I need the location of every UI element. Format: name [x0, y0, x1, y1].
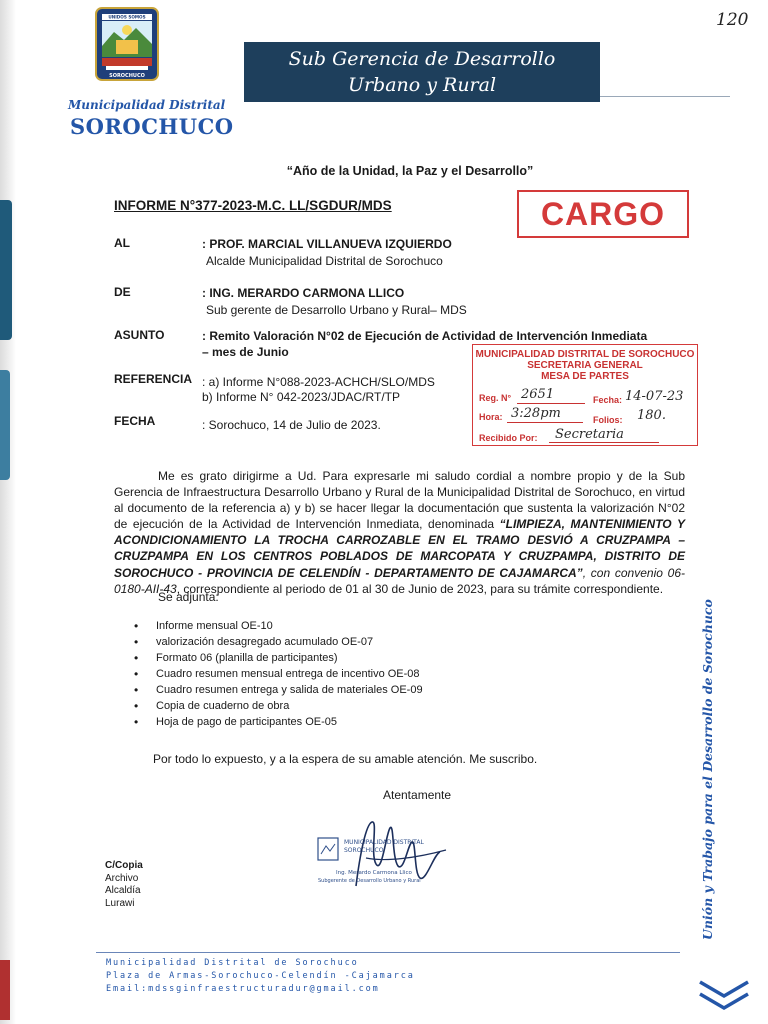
subject-line-1: : Remito Valoración N°02 de Ejecución de Actividad de Intervención Inmediata [202, 329, 648, 343]
stamp-underline [517, 403, 585, 404]
copy-list [105, 860, 143, 910]
chevron-down-icon [696, 978, 752, 1012]
body-text-period: , correspondiente al periodo de 01 al 30 de Junio de 2023, para su trámite correspondiente. [176, 581, 664, 596]
closing-sentence: Por todo lo expuesto, y a la espera de su amable atención. Me suscribo. [153, 752, 538, 766]
vertical-tagline: Unión y Trabajo para el Desarrollo de Sorochuco [700, 599, 715, 940]
from-name: : ING. MERARDO CARMONA LLICO [202, 286, 405, 300]
list-item: • valorización desagregado acumulado OE-07 [134, 634, 423, 650]
copy-recipient: Alcaldía [105, 885, 141, 896]
seal-line-2: SOROCHUCO [344, 847, 384, 854]
subject-line-2: – mes de Junio [202, 345, 289, 359]
attachments-list [134, 618, 423, 730]
handwritten-page-number: 120 [716, 10, 749, 30]
stamp-pages-value: 180. [637, 408, 666, 423]
stamp-reg-label: Reg. N° [479, 393, 512, 403]
copy-recipient: Lurawi [105, 897, 135, 909]
stamp-underline [549, 442, 659, 443]
date-label: FECHA [114, 414, 156, 428]
municipality-name: SOROCHUCO [70, 114, 234, 139]
list-item: • Hoja de pago de participantes OE-05 [134, 714, 423, 730]
municipality-label: Municipalidad Distrital [68, 98, 226, 112]
stamp-line-2: SECRETARIA GENERAL [527, 360, 643, 371]
stamp-pages-label: Folios: [593, 415, 623, 425]
year-motto: “Año de la Unidad, la Paz y el Desarrollo” [286, 164, 534, 178]
reference-label: REFERENCIA [114, 372, 193, 386]
attachments-intro: Se adjunta: [158, 590, 219, 604]
scan-edge-tab [0, 370, 10, 480]
footer-address: Plaza de Armas-Sorochuco-Celendín -Cajamarca [106, 971, 415, 981]
body-text-intro: Me es grato dirigirme a Ud. Para expresarle mi saludo cordial a nombre propio y de la Sub Gerencia de Infraestructura Desarrollo Urbano y Rural de la Municipalidad Distrital de Sorochuco, en virtud al documento de la referencia a) y b) se hacer llegar la documentación que sustenta la valorización N°02 de ejecución de la Actividad de Intervención Inmediata, denominada [114, 469, 685, 532]
reference-b: b) Informe N° 042-2023/JDAC/RT/TP [202, 390, 400, 404]
scan-edge-tab [0, 960, 10, 1020]
project-name: “LIMPIEZA, MANTENIMIENTO Y ACONDICIONAMIENTO LA TROCHA CARROZABLE EN EL TRAMO DESVIÓ A CRUZPAMPA – CRUZPAMPA EN LOS CENTROS POBLADOS DE MARCOPATA Y CRUZPAMPA, DISTRITO DE SOROCHUCO - PROVINCIA DE CELENDÍN - DEPARTAMENTO DE CAJAMARCA” [114, 517, 685, 580]
reception-stamp [472, 344, 698, 446]
stamp-date-value: 14-07-23 [625, 389, 684, 404]
stamp-underline [507, 422, 583, 423]
reference-a: : a) Informe N°088-2023-ACHCH/SLO/MDS [202, 375, 435, 389]
footer-email: Email:mdssginfraestructuradur@gmail.com [106, 984, 380, 994]
stamp-time-value: 3:28pm [511, 406, 561, 421]
footer-rule [96, 952, 680, 953]
cargo-stamp: CARGO [517, 190, 689, 238]
stamp-time-label: Hora: [479, 412, 503, 422]
body-paragraph [114, 468, 685, 597]
scan-edge-tab [0, 200, 12, 340]
banner-line-1: Sub Gerencia de Desarrollo [288, 48, 556, 70]
to-label: AL [114, 236, 130, 250]
stamp-line-1: MUNICIPALIDAD DISTRITAL DE SOROCHUCO [475, 349, 695, 360]
list-item: • Copia de cuaderno de obra [134, 698, 423, 714]
list-item: • Cuadro resumen entrega y salida de materiales OE-09 [134, 682, 423, 698]
seal-text-bottom: SOROCHUCO [109, 73, 145, 79]
to-title: Alcalde Municipalidad Distrital de Sorochuco [206, 254, 443, 268]
from-label: DE [114, 285, 131, 299]
regards: Atentamente [383, 788, 452, 802]
agreement-number: , con convenio 06-0180-AII-43 [114, 565, 685, 596]
seal-line-1: MUNICIPALIDAD DISTRITAL [344, 839, 424, 846]
signer-title: Subgerente de Desarrollo Urbano y Rural [318, 878, 421, 884]
stamp-line-3: MESA DE PARTES [541, 371, 629, 382]
copy-list-title: C/Copia [105, 860, 143, 871]
to-name: : PROF. MARCIAL VILLANUEVA IZQUIERDO [202, 237, 452, 251]
list-item: • Formato 06 (planilla de participantes) [134, 650, 423, 666]
list-item: • Cuadro resumen mensual entrega de incentivo OE-08 [134, 666, 423, 682]
signer-name: Ing. Merardo Carmona Llico [336, 870, 412, 876]
department-banner [244, 42, 600, 102]
stamp-received-label: Recibido Por: [479, 433, 538, 443]
list-item: • Informe mensual OE-10 [134, 618, 423, 634]
date-value: : Sorochuco, 14 de Julio de 2023. [202, 418, 381, 432]
stamp-received-value: Secretaria [555, 427, 624, 442]
report-number: INFORME N°377-2023-M.C. LL/SGDUR/MDS [114, 198, 392, 213]
scan-binding-edge [0, 0, 16, 1024]
from-title: Sub gerente de Desarrollo Urbano y Rural– MDS [206, 303, 467, 317]
stamp-reg-value: 2651 [521, 387, 555, 402]
footer-municipality: Municipalidad Distrital de Sorochuco [106, 958, 359, 968]
coat-of-arms-logo [94, 6, 160, 82]
copy-recipient: Archivo [105, 872, 139, 884]
banner-rule [600, 96, 730, 97]
subject-label: ASUNTO [114, 328, 165, 342]
signature-with-seal [316, 814, 466, 898]
seal-text-top: UNIDOS SOMOS [108, 14, 146, 20]
banner-line-2: Urbano y Rural [347, 74, 497, 96]
stamp-date-label: Fecha: [593, 395, 623, 405]
